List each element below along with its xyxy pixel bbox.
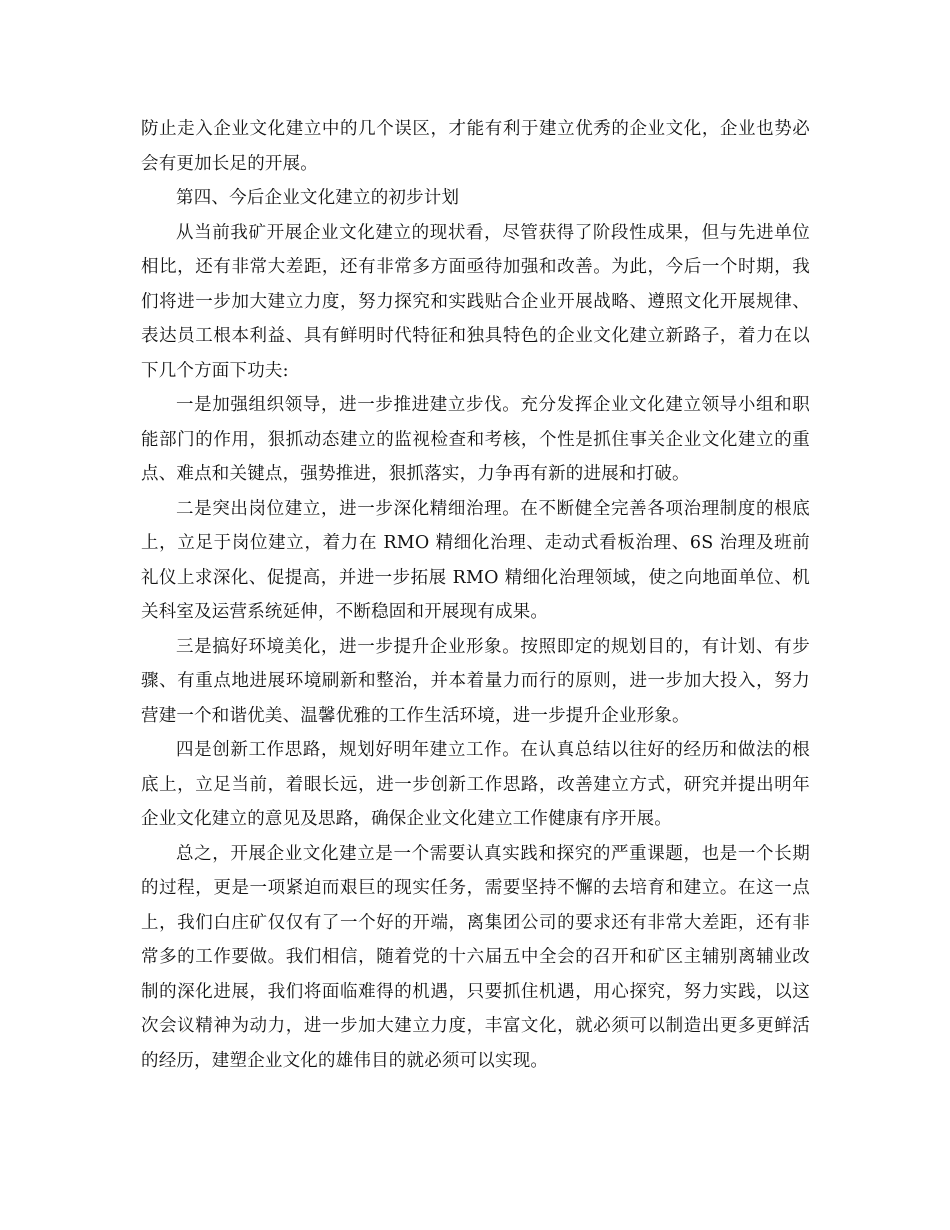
paragraph-8: 总之，开展企业文化建立是一个需要认真实践和探究的严重课题，也是一个长期的过程，更是一项紧迫而艰巨的现实任务，需要坚持不懈的去培育和建立。在这一点上，我们白庄矿仅仅有了一个好的开端，离集团公司的要求还有非常大差距，还有非常多的工作要做。我们相信，随着党的十六届五中全会的召开和矿区主辅别离辅业改制的深化进展，我们将面临难得的机遇，只要抓住机遇，用心探究，努力实践，以这次会议精神为动力，进一步加大建立力度，丰富文化，就必须可以制造出更多更鲜活的经历，建塑企业文化的雄伟目的就必须可以实现。 — [141, 843, 810, 1071]
paragraph-5: 二是突出岗位建立，进一步深化精细治理。在不断健全完善各项治理制度的根底上，立足于岗位建立，着力在 RMO 精细化治理、走动式看板治理、6S 治理及班前礼仪上求深化、促提高，并进一步拓展 RMO 精细化治理领域，使之向地面单位、机关科室及运营系统延伸，不断稳固和开展现有成果。 — [141, 498, 810, 622]
document-body — [141, 112, 810, 1078]
paragraph-3: 从当前我矿开展企业文化建立的现状看，尽管获得了阶段性成果，但与先进单位相比，还有非常大差距，还有非常多方面亟待加强和改善。为此，今后一个时期，我们将进一步加大建立力度，努力探究和实践贴合企业开展战略、遵照文化开展规律、表达员工根本利益、具有鲜明时代特征和独具特色的企业文化建立新路子，着力在以下几个方面下功夫: — [141, 222, 810, 381]
paragraph-1: 防止走入企业文化建立中的几个误区，才能有利于建立优秀的企业文化，企业也势必会有更加长足的开展。 — [141, 119, 810, 174]
paragraph-2-section-heading: 第四、今后企业文化建立的初步计划 — [176, 188, 460, 208]
paragraph-7: 四是创新工作思路，规划好明年建立工作。在认真总结以往好的经历和做法的根底上，立足当前，着眼长远，进一步创新工作思路，改善建立方式，研究并提出明年企业文化建立的意见及思路，确保企业文化建立工作健康有序开展。 — [141, 740, 810, 829]
paragraph-4: 一是加强组织领导，进一步推进建立步伐。充分发挥企业文化建立领导小组和职能部门的作用，狠抓动态建立的监视检查和考核，个性是抓住事关企业文化建立的重点、难点和关键点，强势推进，狠抓落实，力争再有新的进展和打破。 — [141, 395, 810, 484]
paragraph-6: 三是搞好环境美化，进一步提升企业形象。按照即定的规划目的，有计划、有步骤、有重点地进展环境刷新和整治，并本着量力而行的原则，进一步加大投入，努力营建一个和谐优美、温馨优雅的工作生活环境，进一步提升企业形象。 — [141, 636, 810, 726]
